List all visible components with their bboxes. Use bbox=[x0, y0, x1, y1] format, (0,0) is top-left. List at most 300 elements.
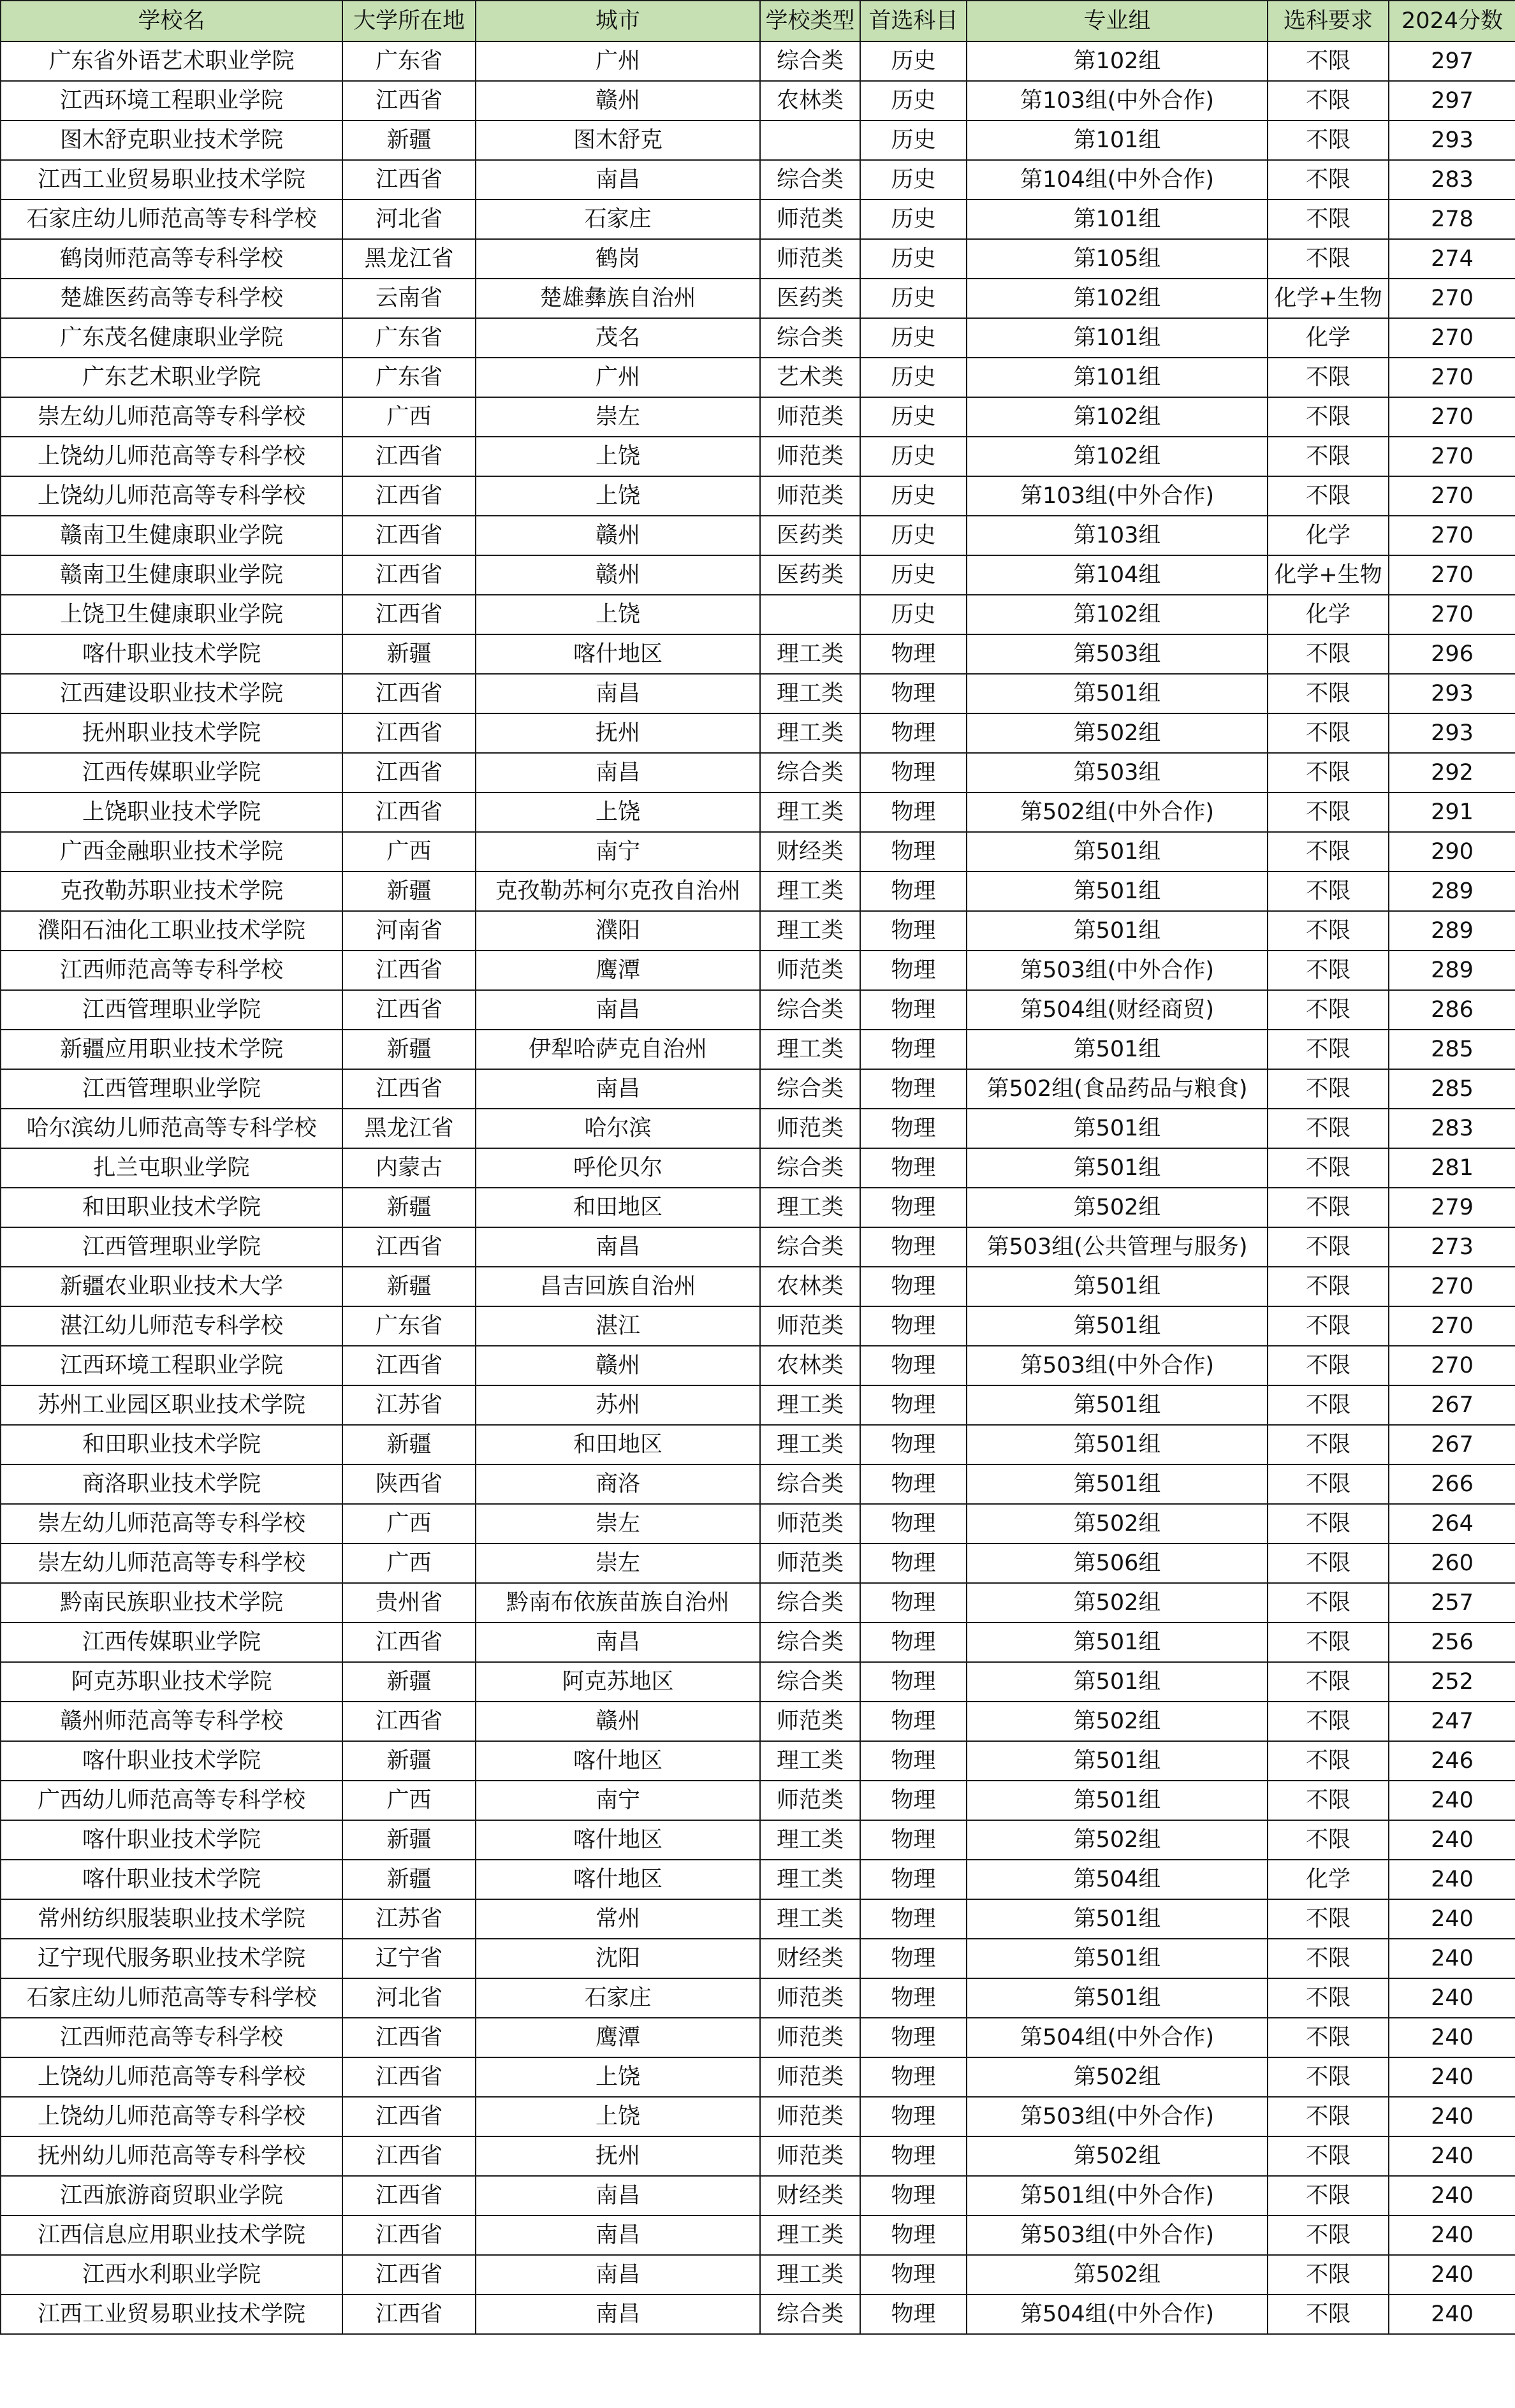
cell-first-subject: 历史 bbox=[860, 516, 967, 555]
cell-score-2024: 270 bbox=[1389, 397, 1515, 437]
cell-major-group: 第102组 bbox=[967, 397, 1268, 437]
cell-major-group: 第501组 bbox=[967, 1148, 1268, 1188]
cell-city: 常州 bbox=[476, 1899, 760, 1939]
cell-school-name: 江西环境工程职业学院 bbox=[1, 1346, 342, 1385]
cell-major-group: 第501组 bbox=[967, 911, 1268, 951]
cell-city: 崇左 bbox=[476, 1543, 760, 1583]
cell-major-group: 第102组 bbox=[967, 41, 1268, 81]
cell-major-group: 第501组 bbox=[967, 832, 1268, 872]
cell-first-subject: 物理 bbox=[860, 990, 967, 1030]
cell-province: 新疆 bbox=[342, 1662, 476, 1702]
cell-first-subject: 历史 bbox=[860, 81, 967, 120]
cell-city: 阿克苏地区 bbox=[476, 1662, 760, 1702]
cell-major-group: 第503组(中外合作) bbox=[967, 951, 1268, 990]
cell-school-name: 扎兰屯职业学院 bbox=[1, 1148, 342, 1188]
cell-major-group: 第503组 bbox=[967, 753, 1268, 792]
table-row bbox=[1, 911, 1515, 951]
cell-city: 鹰潭 bbox=[476, 2018, 760, 2057]
cell-school-type: 综合类 bbox=[760, 318, 860, 358]
cell-school-name: 和田职业技术学院 bbox=[1, 1425, 342, 1464]
cell-school-type: 理工类 bbox=[760, 634, 860, 674]
cell-city: 楚雄彝族自治州 bbox=[476, 279, 760, 318]
table-row bbox=[1, 1306, 1515, 1346]
cell-score-2024: 283 bbox=[1389, 160, 1515, 200]
cell-subject-requirement: 不限 bbox=[1268, 792, 1389, 832]
cell-school-type: 综合类 bbox=[760, 1148, 860, 1188]
cell-first-subject: 历史 bbox=[860, 160, 967, 200]
table-header bbox=[1, 1, 1515, 41]
cell-city: 喀什地区 bbox=[476, 634, 760, 674]
cell-subject-requirement: 不限 bbox=[1268, 832, 1389, 872]
header-score-2024: 2024分数 bbox=[1389, 1, 1515, 41]
cell-province: 河北省 bbox=[342, 1978, 476, 2018]
cell-school-type: 综合类 bbox=[760, 1227, 860, 1267]
cell-city: 赣州 bbox=[476, 516, 760, 555]
cell-first-subject: 历史 bbox=[860, 397, 967, 437]
cell-school-name: 抚州职业技术学院 bbox=[1, 713, 342, 753]
table-row bbox=[1, 1148, 1515, 1188]
cell-score-2024: 283 bbox=[1389, 1109, 1515, 1148]
cell-province: 广西 bbox=[342, 397, 476, 437]
cell-city: 崇左 bbox=[476, 397, 760, 437]
cell-school-name: 上饶幼儿师范高等专科学校 bbox=[1, 2057, 342, 2097]
cell-school-type: 理工类 bbox=[760, 2215, 860, 2255]
header-first-subject: 首选科目 bbox=[860, 1, 967, 41]
cell-province: 广西 bbox=[342, 832, 476, 872]
cell-score-2024: 270 bbox=[1389, 318, 1515, 358]
cell-school-type: 理工类 bbox=[760, 1425, 860, 1464]
cell-school-type: 综合类 bbox=[760, 160, 860, 200]
table-row bbox=[1, 2215, 1515, 2255]
cell-first-subject: 物理 bbox=[860, 1227, 967, 1267]
cell-first-subject: 物理 bbox=[860, 674, 967, 713]
cell-major-group: 第502组 bbox=[967, 2057, 1268, 2097]
cell-school-type: 师范类 bbox=[760, 1306, 860, 1346]
cell-school-type: 师范类 bbox=[760, 1781, 860, 1820]
cell-province: 广西 bbox=[342, 1543, 476, 1583]
cell-province: 广西 bbox=[342, 1504, 476, 1543]
cell-province: 江西省 bbox=[342, 476, 476, 516]
cell-province: 江西省 bbox=[342, 753, 476, 792]
cell-school-name: 和田职业技术学院 bbox=[1, 1188, 342, 1227]
cell-school-type: 理工类 bbox=[760, 1030, 860, 1069]
cell-province: 广东省 bbox=[342, 41, 476, 81]
cell-school-type: 综合类 bbox=[760, 990, 860, 1030]
cell-province: 广东省 bbox=[342, 318, 476, 358]
header-school-name: 学校名 bbox=[1, 1, 342, 41]
cell-score-2024: 286 bbox=[1389, 990, 1515, 1030]
cell-city: 苏州 bbox=[476, 1385, 760, 1425]
cell-province: 江西省 bbox=[342, 1346, 476, 1385]
header-subject-requirement: 选科要求 bbox=[1268, 1, 1389, 41]
cell-score-2024: 267 bbox=[1389, 1385, 1515, 1425]
table-row bbox=[1, 1385, 1515, 1425]
cell-school-name: 赣南卫生健康职业学院 bbox=[1, 516, 342, 555]
cell-subject-requirement: 不限 bbox=[1268, 2255, 1389, 2295]
cell-subject-requirement: 不限 bbox=[1268, 1227, 1389, 1267]
cell-score-2024: 240 bbox=[1389, 1939, 1515, 1978]
cell-major-group: 第503组(公共管理与服务) bbox=[967, 1227, 1268, 1267]
cell-city: 抚州 bbox=[476, 2136, 760, 2176]
table-row bbox=[1, 872, 1515, 911]
cell-school-type: 农林类 bbox=[760, 81, 860, 120]
table-row bbox=[1, 2295, 1515, 2334]
cell-subject-requirement: 不限 bbox=[1268, 1702, 1389, 1741]
cell-score-2024: 240 bbox=[1389, 2097, 1515, 2136]
cell-major-group: 第503组(中外合作) bbox=[967, 1346, 1268, 1385]
cell-school-type: 师范类 bbox=[760, 1978, 860, 2018]
cell-province: 河北省 bbox=[342, 200, 476, 239]
cell-school-name: 上饶幼儿师范高等专科学校 bbox=[1, 437, 342, 476]
cell-school-type: 理工类 bbox=[760, 911, 860, 951]
cell-score-2024: 297 bbox=[1389, 41, 1515, 81]
cell-subject-requirement: 不限 bbox=[1268, 2018, 1389, 2057]
cell-score-2024: 267 bbox=[1389, 1425, 1515, 1464]
cell-score-2024: 285 bbox=[1389, 1030, 1515, 1069]
cell-province: 江西省 bbox=[342, 2097, 476, 2136]
cell-first-subject: 物理 bbox=[860, 2097, 967, 2136]
cell-major-group: 第502组 bbox=[967, 2136, 1268, 2176]
cell-school-name: 江西建设职业技术学院 bbox=[1, 674, 342, 713]
table-row bbox=[1, 1662, 1515, 1702]
table-row bbox=[1, 1781, 1515, 1820]
cell-major-group: 第101组 bbox=[967, 200, 1268, 239]
cell-province: 江西省 bbox=[342, 1069, 476, 1109]
cell-city: 南昌 bbox=[476, 2215, 760, 2255]
cell-subject-requirement: 不限 bbox=[1268, 1741, 1389, 1781]
cell-province: 广西 bbox=[342, 1781, 476, 1820]
cell-province: 新疆 bbox=[342, 1425, 476, 1464]
cell-school-name: 喀什职业技术学院 bbox=[1, 634, 342, 674]
cell-major-group: 第501组 bbox=[967, 674, 1268, 713]
table-row bbox=[1, 1267, 1515, 1306]
cell-province: 江西省 bbox=[342, 674, 476, 713]
table-row bbox=[1, 2097, 1515, 2136]
cell-score-2024: 270 bbox=[1389, 1267, 1515, 1306]
cell-first-subject: 物理 bbox=[860, 1978, 967, 2018]
cell-first-subject: 历史 bbox=[860, 437, 967, 476]
cell-city: 喀什地区 bbox=[476, 1860, 760, 1899]
cell-score-2024: 246 bbox=[1389, 1741, 1515, 1781]
table-row bbox=[1, 2057, 1515, 2097]
cell-province: 广东省 bbox=[342, 1306, 476, 1346]
cell-province: 黑龙江省 bbox=[342, 1109, 476, 1148]
table-row bbox=[1, 713, 1515, 753]
cell-subject-requirement: 不限 bbox=[1268, 1306, 1389, 1346]
cell-major-group: 第103组(中外合作) bbox=[967, 476, 1268, 516]
cell-major-group: 第501组 bbox=[967, 1385, 1268, 1425]
cell-first-subject: 物理 bbox=[860, 1662, 967, 1702]
cell-subject-requirement: 不限 bbox=[1268, 1148, 1389, 1188]
cell-city: 南昌 bbox=[476, 2176, 760, 2215]
cell-first-subject: 物理 bbox=[860, 1781, 967, 1820]
cell-province: 江西省 bbox=[342, 2176, 476, 2215]
table-row bbox=[1, 1346, 1515, 1385]
cell-score-2024: 247 bbox=[1389, 1702, 1515, 1741]
cell-city: 南昌 bbox=[476, 2295, 760, 2334]
cell-score-2024: 293 bbox=[1389, 120, 1515, 160]
cell-first-subject: 历史 bbox=[860, 555, 967, 595]
cell-subject-requirement: 不限 bbox=[1268, 1464, 1389, 1504]
cell-subject-requirement: 不限 bbox=[1268, 200, 1389, 239]
cell-score-2024: 289 bbox=[1389, 911, 1515, 951]
cell-major-group: 第501组 bbox=[967, 1662, 1268, 1702]
table-row bbox=[1, 1820, 1515, 1860]
cell-city: 黔南布依族苗族自治州 bbox=[476, 1583, 760, 1623]
cell-score-2024: 240 bbox=[1389, 1820, 1515, 1860]
table-row bbox=[1, 1702, 1515, 1741]
table-body bbox=[1, 41, 1515, 2334]
cell-province: 广东省 bbox=[342, 358, 476, 397]
cell-school-name: 新疆应用职业技术学院 bbox=[1, 1030, 342, 1069]
cell-subject-requirement: 不限 bbox=[1268, 1069, 1389, 1109]
cell-school-type bbox=[760, 595, 860, 634]
cell-score-2024: 240 bbox=[1389, 1781, 1515, 1820]
cell-school-name: 江西师范高等专科学校 bbox=[1, 951, 342, 990]
cell-major-group: 第504组 bbox=[967, 1860, 1268, 1899]
cell-school-name: 喀什职业技术学院 bbox=[1, 1820, 342, 1860]
cell-school-type: 理工类 bbox=[760, 1741, 860, 1781]
table-row bbox=[1, 1978, 1515, 2018]
cell-school-name: 楚雄医药高等专科学校 bbox=[1, 279, 342, 318]
cell-major-group: 第101组 bbox=[967, 318, 1268, 358]
cell-school-name: 上饶职业技术学院 bbox=[1, 792, 342, 832]
cell-school-name: 崇左幼儿师范高等专科学校 bbox=[1, 1543, 342, 1583]
cell-school-type: 师范类 bbox=[760, 476, 860, 516]
cell-major-group: 第502组(中外合作) bbox=[967, 792, 1268, 832]
cell-province: 新疆 bbox=[342, 1267, 476, 1306]
cell-school-type: 综合类 bbox=[760, 41, 860, 81]
cell-subject-requirement: 不限 bbox=[1268, 41, 1389, 81]
cell-score-2024: 240 bbox=[1389, 1899, 1515, 1939]
cell-school-name: 黔南民族职业技术学院 bbox=[1, 1583, 342, 1623]
cell-school-name: 江西管理职业学院 bbox=[1, 1227, 342, 1267]
table-row bbox=[1, 1583, 1515, 1623]
cell-subject-requirement: 不限 bbox=[1268, 1543, 1389, 1583]
cell-city: 昌吉回族自治州 bbox=[476, 1267, 760, 1306]
table-row bbox=[1, 2255, 1515, 2295]
cell-subject-requirement: 不限 bbox=[1268, 990, 1389, 1030]
cell-major-group: 第102组 bbox=[967, 437, 1268, 476]
cell-first-subject: 物理 bbox=[860, 1425, 967, 1464]
cell-city: 南昌 bbox=[476, 674, 760, 713]
cell-school-type: 农林类 bbox=[760, 1267, 860, 1306]
cell-first-subject: 物理 bbox=[860, 2215, 967, 2255]
cell-school-name: 江西管理职业学院 bbox=[1, 990, 342, 1030]
cell-subject-requirement: 化学 bbox=[1268, 318, 1389, 358]
header-school-type: 学校类型 bbox=[760, 1, 860, 41]
cell-score-2024: 256 bbox=[1389, 1623, 1515, 1662]
cell-first-subject: 物理 bbox=[860, 1623, 967, 1662]
cell-subject-requirement: 不限 bbox=[1268, 1583, 1389, 1623]
cell-school-name: 江西传媒职业学院 bbox=[1, 1623, 342, 1662]
cell-city: 南昌 bbox=[476, 990, 760, 1030]
cell-city: 上饶 bbox=[476, 792, 760, 832]
cell-city: 崇左 bbox=[476, 1504, 760, 1543]
cell-major-group: 第501组(中外合作) bbox=[967, 2176, 1268, 2215]
cell-score-2024: 296 bbox=[1389, 634, 1515, 674]
cell-school-name: 鹤岗师范高等专科学校 bbox=[1, 239, 342, 279]
cell-province: 江西省 bbox=[342, 2255, 476, 2295]
cell-school-type: 财经类 bbox=[760, 2176, 860, 2215]
cell-province: 新疆 bbox=[342, 634, 476, 674]
cell-school-type: 师范类 bbox=[760, 2057, 860, 2097]
cell-score-2024: 285 bbox=[1389, 1069, 1515, 1109]
cell-subject-requirement: 不限 bbox=[1268, 1504, 1389, 1543]
cell-province: 新疆 bbox=[342, 1030, 476, 1069]
cell-major-group: 第503组(中外合作) bbox=[967, 2215, 1268, 2255]
cell-school-type: 师范类 bbox=[760, 1504, 860, 1543]
cell-score-2024: 289 bbox=[1389, 951, 1515, 990]
cell-school-name: 喀什职业技术学院 bbox=[1, 1860, 342, 1899]
cell-score-2024: 297 bbox=[1389, 81, 1515, 120]
cell-subject-requirement: 不限 bbox=[1268, 674, 1389, 713]
cell-province: 江西省 bbox=[342, 713, 476, 753]
cell-city: 上饶 bbox=[476, 2097, 760, 2136]
cell-province: 江西省 bbox=[342, 2057, 476, 2097]
cell-subject-requirement: 不限 bbox=[1268, 911, 1389, 951]
cell-school-name: 哈尔滨幼儿师范高等专科学校 bbox=[1, 1109, 342, 1148]
cell-school-name: 辽宁现代服务职业技术学院 bbox=[1, 1939, 342, 1978]
cell-major-group: 第102组 bbox=[967, 279, 1268, 318]
cell-city: 上饶 bbox=[476, 2057, 760, 2097]
cell-school-type: 综合类 bbox=[760, 1623, 860, 1662]
cell-major-group: 第502组 bbox=[967, 1504, 1268, 1543]
table-row bbox=[1, 2136, 1515, 2176]
cell-subject-requirement: 不限 bbox=[1268, 81, 1389, 120]
table-row bbox=[1, 516, 1515, 555]
cell-first-subject: 物理 bbox=[860, 1464, 967, 1504]
cell-score-2024: 270 bbox=[1389, 516, 1515, 555]
cell-province: 河南省 bbox=[342, 911, 476, 951]
cell-school-type: 综合类 bbox=[760, 1464, 860, 1504]
cell-school-type: 艺术类 bbox=[760, 358, 860, 397]
cell-major-group: 第501组 bbox=[967, 1425, 1268, 1464]
cell-school-name: 江西工业贸易职业技术学院 bbox=[1, 2295, 342, 2334]
cell-score-2024: 273 bbox=[1389, 1227, 1515, 1267]
cell-city: 赣州 bbox=[476, 1346, 760, 1385]
cell-subject-requirement: 化学 bbox=[1268, 1860, 1389, 1899]
cell-subject-requirement: 不限 bbox=[1268, 1899, 1389, 1939]
cell-subject-requirement: 不限 bbox=[1268, 1425, 1389, 1464]
cell-city: 喀什地区 bbox=[476, 1741, 760, 1781]
cell-score-2024: 240 bbox=[1389, 1978, 1515, 2018]
cell-school-name: 湛江幼儿师范专科学校 bbox=[1, 1306, 342, 1346]
cell-school-name: 江西管理职业学院 bbox=[1, 1069, 342, 1109]
cell-major-group: 第501组 bbox=[967, 1978, 1268, 2018]
cell-first-subject: 物理 bbox=[860, 951, 967, 990]
cell-subject-requirement: 不限 bbox=[1268, 160, 1389, 200]
cell-city: 广州 bbox=[476, 358, 760, 397]
cell-school-name: 石家庄幼儿师范高等专科学校 bbox=[1, 1978, 342, 2018]
cell-school-name: 广东艺术职业学院 bbox=[1, 358, 342, 397]
cell-province: 江西省 bbox=[342, 2215, 476, 2255]
cell-city: 商洛 bbox=[476, 1464, 760, 1504]
cell-school-name: 江西旅游商贸职业学院 bbox=[1, 2176, 342, 2215]
cell-subject-requirement: 不限 bbox=[1268, 2215, 1389, 2255]
cell-first-subject: 物理 bbox=[860, 792, 967, 832]
cell-major-group: 第502组 bbox=[967, 2255, 1268, 2295]
cell-school-name: 崇左幼儿师范高等专科学校 bbox=[1, 397, 342, 437]
cell-province: 黑龙江省 bbox=[342, 239, 476, 279]
cell-score-2024: 270 bbox=[1389, 595, 1515, 634]
cell-school-name: 广西金融职业技术学院 bbox=[1, 832, 342, 872]
cell-score-2024: 278 bbox=[1389, 200, 1515, 239]
cell-major-group: 第502组 bbox=[967, 1820, 1268, 1860]
cell-city: 和田地区 bbox=[476, 1425, 760, 1464]
table-row bbox=[1, 81, 1515, 120]
table-row bbox=[1, 120, 1515, 160]
cell-first-subject: 物理 bbox=[860, 1504, 967, 1543]
cell-subject-requirement: 不限 bbox=[1268, 753, 1389, 792]
cell-first-subject: 物理 bbox=[860, 1069, 967, 1109]
cell-score-2024: 252 bbox=[1389, 1662, 1515, 1702]
cell-school-type: 理工类 bbox=[760, 713, 860, 753]
cell-province: 江西省 bbox=[342, 81, 476, 120]
cell-score-2024: 274 bbox=[1389, 239, 1515, 279]
cell-city: 南昌 bbox=[476, 1069, 760, 1109]
cell-major-group: 第101组 bbox=[967, 120, 1268, 160]
cell-first-subject: 物理 bbox=[860, 1267, 967, 1306]
table-row bbox=[1, 318, 1515, 358]
table-row bbox=[1, 753, 1515, 792]
cell-school-type: 师范类 bbox=[760, 2097, 860, 2136]
table-row bbox=[1, 1860, 1515, 1899]
cell-province: 江西省 bbox=[342, 2295, 476, 2334]
table-row bbox=[1, 1227, 1515, 1267]
cell-city: 南昌 bbox=[476, 1227, 760, 1267]
cell-major-group: 第502组 bbox=[967, 1188, 1268, 1227]
cell-score-2024: 293 bbox=[1389, 713, 1515, 753]
cell-first-subject: 物理 bbox=[860, 1583, 967, 1623]
cell-school-type: 理工类 bbox=[760, 1385, 860, 1425]
cell-first-subject: 物理 bbox=[860, 2057, 967, 2097]
cell-school-type: 理工类 bbox=[760, 2255, 860, 2295]
cell-first-subject: 物理 bbox=[860, 753, 967, 792]
cell-school-name: 广东茂名健康职业学院 bbox=[1, 318, 342, 358]
cell-major-group: 第105组 bbox=[967, 239, 1268, 279]
cell-score-2024: 240 bbox=[1389, 2018, 1515, 2057]
cell-school-type: 师范类 bbox=[760, 951, 860, 990]
cell-subject-requirement: 不限 bbox=[1268, 1820, 1389, 1860]
cell-score-2024: 270 bbox=[1389, 476, 1515, 516]
cell-major-group: 第504组(中外合作) bbox=[967, 2018, 1268, 2057]
cell-city: 和田地区 bbox=[476, 1188, 760, 1227]
cell-school-type: 理工类 bbox=[760, 1820, 860, 1860]
header-city: 城市 bbox=[476, 1, 760, 41]
cell-subject-requirement: 不限 bbox=[1268, 358, 1389, 397]
cell-subject-requirement: 不限 bbox=[1268, 1623, 1389, 1662]
cell-school-name: 新疆农业职业技术大学 bbox=[1, 1267, 342, 1306]
cell-subject-requirement: 化学 bbox=[1268, 516, 1389, 555]
cell-first-subject: 物理 bbox=[860, 1148, 967, 1188]
cell-province: 辽宁省 bbox=[342, 1939, 476, 1978]
cell-major-group: 第502组 bbox=[967, 1702, 1268, 1741]
cell-province: 江西省 bbox=[342, 555, 476, 595]
cell-subject-requirement: 不限 bbox=[1268, 120, 1389, 160]
table-row bbox=[1, 1741, 1515, 1781]
cell-province: 江西省 bbox=[342, 437, 476, 476]
cell-province: 江西省 bbox=[342, 160, 476, 200]
cell-province: 江西省 bbox=[342, 595, 476, 634]
cell-subject-requirement: 不限 bbox=[1268, 476, 1389, 516]
cell-school-type: 理工类 bbox=[760, 1899, 860, 1939]
cell-school-name: 江西环境工程职业学院 bbox=[1, 81, 342, 120]
cell-major-group: 第503组(中外合作) bbox=[967, 2097, 1268, 2136]
cell-school-type: 医药类 bbox=[760, 555, 860, 595]
cell-major-group: 第504组(财经商贸) bbox=[967, 990, 1268, 1030]
cell-city: 赣州 bbox=[476, 1702, 760, 1741]
